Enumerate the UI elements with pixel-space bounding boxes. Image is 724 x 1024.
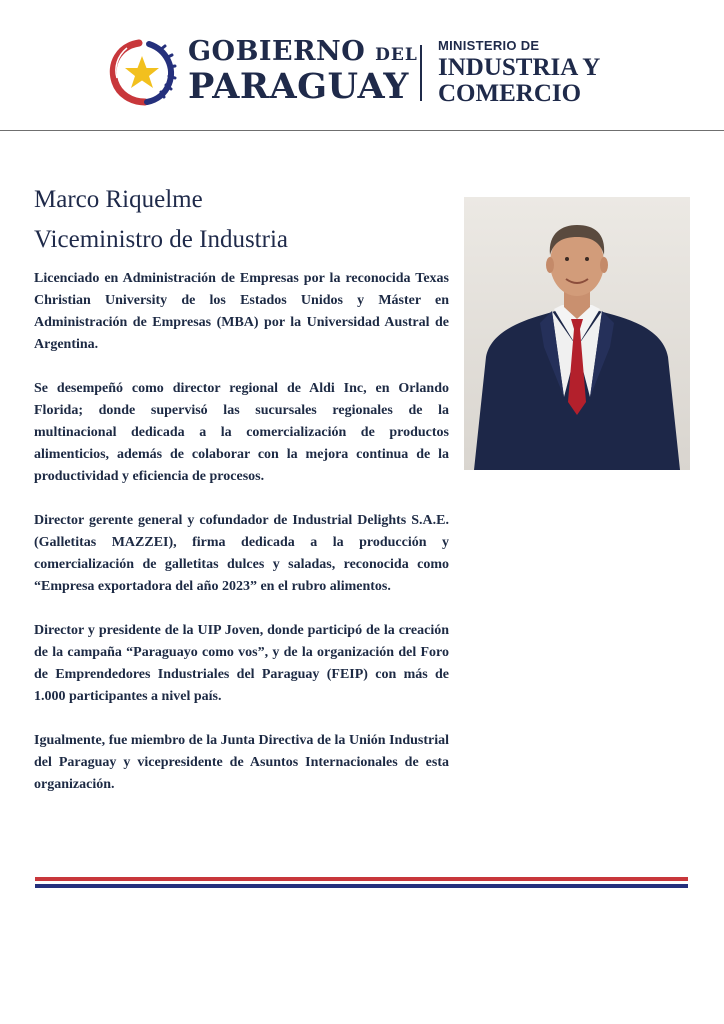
profile-role: Viceministro de Industria xyxy=(34,226,288,253)
bio-paragraph-aldi: Se desempeñó como director regional de Aldi Inc, en Orlando Florida; donde supervisó las sucursales regionales de la multinacional dedicada a la comercialización de productos alimenticios, además de colaborar con la mejora continua de la productividad y eficiencia de procesos. xyxy=(34,381,449,484)
bio-paragraph-education: Licenciado en Administración de Empresas por la reconocida Texas Christian University de los Estados Unidos y Máster en Administración de Empresas (MBA) por la Universidad Austral de Argentina. xyxy=(34,271,449,352)
portrait-photo xyxy=(464,197,690,470)
government-name-line1 xyxy=(188,36,418,67)
flag-stripe-blue xyxy=(35,884,688,888)
ministry-name-line1: MINISTERIO DE xyxy=(438,38,540,53)
bio-paragraph-union-industrial: Igualmente, fue miembro de la Junta Directiva de la Unión Industrial del Paraguay y vicepresidente de Asuntos Internacionales de esta organización. xyxy=(34,733,449,792)
government-name-main: GOBIERNO xyxy=(188,36,366,67)
header-rule xyxy=(0,130,724,131)
government-name-del: DEL xyxy=(375,45,418,65)
biography xyxy=(34,268,449,818)
page-header xyxy=(0,0,724,131)
government-name-line2: PARAGUAY xyxy=(188,66,409,107)
flag-stripes-divider xyxy=(35,877,688,888)
profile-name: Marco Riquelme xyxy=(34,186,203,213)
ministry-name-line2: INDUSTRIA Y xyxy=(438,54,601,81)
bio-paragraph-industrial-delights: Director gerente general y cofundador de Industrial Delights S.A.E. (Galletitas MAZZEI), firma dedicada a la producción y comercialización de galletitas dulces y saladas, reconocida como “Empresa exportadora del año 2023” en el rubro alimentos. xyxy=(34,513,449,594)
header-divider xyxy=(420,45,422,101)
ministry-name-line3: COMERCIO xyxy=(438,80,582,107)
bio-paragraph-uip-joven: Director y presidente de la UIP Joven, donde participó de la creación de la campaña “Paraguayo como vos”, y de la organización del Foro de Emprendedores Industriales del Paraguay (FEIP) con más de 1.000 participantes a nivel país. xyxy=(34,623,449,704)
government-emblem-icon xyxy=(105,38,179,106)
